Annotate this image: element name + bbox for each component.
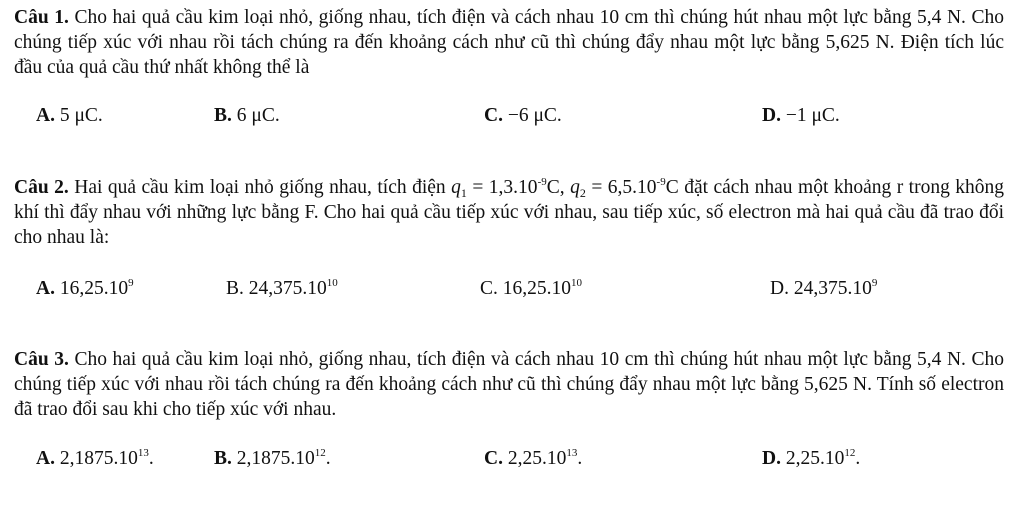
question-1-options [0, 103, 1024, 129]
option-letter: C. [480, 278, 498, 299]
question-1-text: Cho hai quả cầu kim loại nhỏ, giống nhau, tích điện và cách nhau 10 cm thì chúng hút nhau một lực bằng 5,4 N. Cho chúng tiếp xúc với nhau rồi tách chúng ra đến khoảng cách như cũ thì chúng đẩy nhau một lực bằng 5,625 N. Điện tích lúc đầu của quả cầu thứ nhất không thể là [14, 7, 1005, 78]
question-2-text-before: Hai quả cầu kim loại nhỏ giống nhau, tích điện [74, 177, 446, 198]
q3-option-d[interactable] [762, 446, 860, 472]
q3-option-b[interactable] [214, 446, 331, 472]
question-2-label: Câu 2. [14, 177, 69, 198]
q3-option-a[interactable] [36, 446, 154, 472]
option-letter: A. [36, 105, 55, 126]
option-value: 2,1875.10$^{13}$. [59, 447, 154, 469]
option-value: 6 μC. [236, 105, 280, 126]
q1-option-b[interactable] [214, 103, 280, 129]
q2-option-c[interactable] [480, 276, 582, 302]
charge-q1: $q_1 = 1,3.10^{-9}C$, [451, 176, 565, 200]
q1-option-c[interactable] [484, 103, 562, 129]
question-3 [14, 347, 1004, 422]
q1-option-a[interactable] [36, 103, 103, 129]
option-letter: B. [214, 448, 232, 469]
q3-option-c[interactable] [484, 446, 582, 472]
question-3-text: Cho hai quả cầu kim loại nhỏ, giống nhau, tích điện và cách nhau 10 cm thì chúng hút nhau một lực bằng 5,4 N. Cho chúng tiếp xúc với nhau rồi tách chúng ra đến khoảng cách như cũ thì chúng đẩy nhau một lực bằng 5,625 N. Tính số electron đã trao đổi sau khi cho tiếp xúc với nhau. [14, 349, 1005, 420]
option-letter: B. [226, 278, 244, 299]
option-value: 24,375.10$^{10}$ [248, 277, 338, 299]
option-letter: B. [214, 105, 232, 126]
question-2-options [0, 276, 1024, 302]
option-letter: D. [770, 278, 789, 299]
option-letter: C. [484, 105, 503, 126]
question-2 [14, 175, 1004, 250]
option-value: 24,375.10$^9$ [793, 277, 878, 299]
option-letter: A. [36, 448, 55, 469]
option-letter: A. [36, 278, 55, 299]
q2-option-d[interactable] [770, 276, 877, 302]
option-value: 2,1875.10$^{12}$. [236, 447, 331, 469]
option-letter: D. [762, 448, 781, 469]
question-2-text-after: đặt cách nhau một khoảng r trong không khí thì đẩy nhau với những lực bằng F. Cho hai quả cầu tiếp xúc với nhau, sau tiếp xúc, số electron mà hai quả cầu đã trao đổi cho nhau là: [14, 177, 1005, 248]
option-value: 2,25.10$^{13}$. [507, 447, 583, 469]
option-letter: C. [484, 448, 503, 469]
q2-option-a[interactable] [36, 276, 134, 302]
q1-option-d[interactable] [762, 103, 840, 129]
q2-option-b[interactable] [226, 276, 338, 302]
option-value: −6 μC. [507, 105, 562, 126]
option-letter: D. [762, 105, 781, 126]
option-value: 16,25.10$^9$ [59, 277, 134, 299]
charge-q2: $q_2 = 6,5.10^{-9}C$ [570, 176, 679, 200]
question-3-label: Câu 3. [14, 349, 69, 370]
question-1-label: Câu 1. [14, 7, 69, 28]
option-value: 5 μC. [59, 105, 103, 126]
question-1 [14, 5, 1004, 80]
option-value: 16,25.10$^{10}$ [502, 277, 583, 299]
option-value: −1 μC. [785, 105, 840, 126]
question-3-options [0, 446, 1024, 472]
option-value: 2,25.10$^{12}$. [785, 447, 861, 469]
